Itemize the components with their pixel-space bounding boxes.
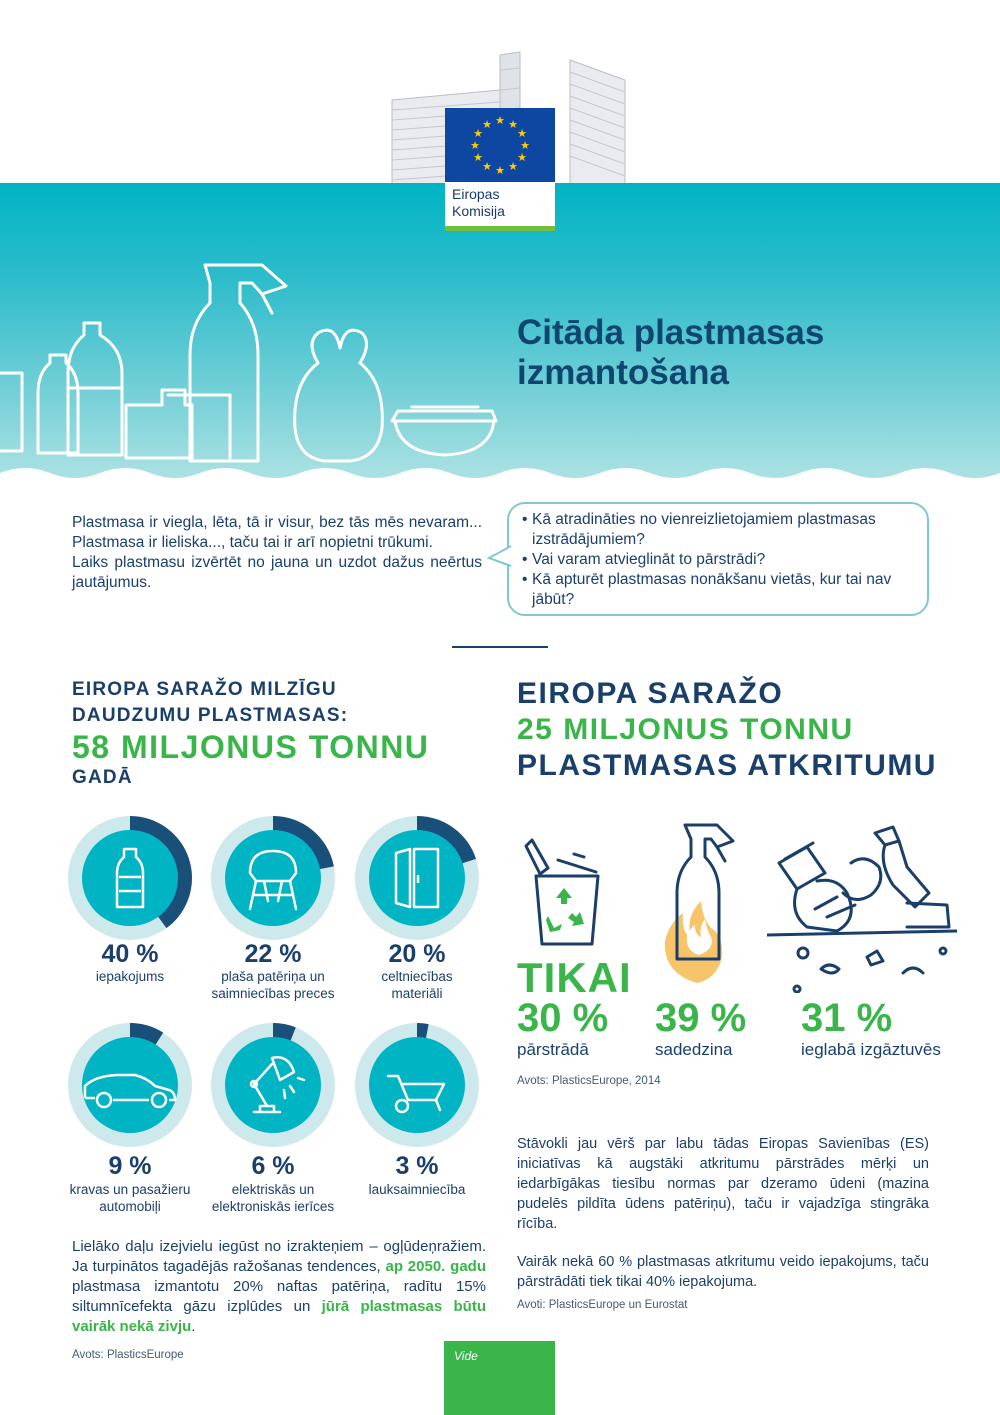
logo-line1: Eiropas: [452, 186, 500, 202]
raw-text-1: Lielāko daļu izejvielu iegūst no izrakteņiem – ogļūdeņražiem. Ja turpinātos tagadējās ražošanas tendences,: [72, 1238, 486, 1275]
stat-pct: 22 %: [244, 940, 302, 968]
svg-text:★: ★: [473, 127, 483, 140]
stat-pct: 20 %: [388, 940, 446, 968]
recycle-bin-icon: [518, 838, 608, 948]
stat-donut-electronics: [208, 1020, 338, 1150]
stat-label: kravas un pasažieru automobiļi: [69, 1182, 191, 1214]
raw-text-highlight: jūrā plastmasas būtu vairāk nekā zivju: [72, 1298, 486, 1335]
svg-text:★: ★: [517, 151, 527, 164]
stat-label: iepakojums: [95, 969, 165, 984]
landfill-icon: [767, 823, 957, 993]
stat-pct: 6 %: [251, 1152, 295, 1180]
stat-donut-construction: [352, 813, 482, 943]
landfill-pct: 31 %: [801, 996, 893, 1040]
stat-label: plaša patēriņa un saimniecības preces: [211, 969, 335, 1001]
svg-text:★: ★: [495, 164, 505, 177]
eu-flag-icon: [445, 108, 555, 182]
stat-donut-vehicles: [65, 1020, 195, 1150]
incinerated-pct: 39 %: [655, 996, 747, 1040]
raw-materials-text: [72, 1237, 486, 1365]
production-heading-line3: GADĀ: [72, 767, 133, 788]
title-line1: Citāda plastmasas: [517, 313, 825, 352]
section-divider: [452, 646, 548, 648]
burning-bottle-icon: [655, 823, 735, 983]
stat-pct: 3 %: [395, 1152, 439, 1180]
eu-commission-logo: [445, 108, 555, 231]
logo-accent-bar: [445, 226, 555, 231]
waste-heading: [517, 676, 977, 784]
svg-text:★: ★: [508, 118, 518, 131]
stat-label: celtniecības materiāli: [381, 969, 453, 1001]
svg-text:★: ★: [470, 139, 480, 152]
svg-text:★: ★: [508, 160, 518, 173]
policy-paragraph-1: Stāvokli jau vērš par labu tādas Eiropas Savienības (ES) iniciatīvas kā augstāki atkritumu pārstrādes mērķi un iedarbīgākas tiesību normas par dzeramo ūdeni (mazina pudelēs pildīta ūdens patēriņu), taču ir vajadzīga stingrāka rīcība.: [517, 1136, 929, 1232]
recycled-label: pārstrādā: [517, 1040, 589, 1059]
svg-text:★: ★: [482, 118, 492, 131]
production-heading: [72, 677, 452, 791]
question-item: • Kā apturēt plastmasas nonākšanu vietās, kur tai nav jābūt?: [522, 570, 927, 610]
stat-donut-consumer-goods: [208, 813, 338, 943]
question-item: • Vai varam atvieglināt to pārstrādi?: [522, 550, 927, 570]
questions-list: [509, 504, 927, 610]
incinerated-label: sadedzina: [655, 1040, 733, 1059]
svg-text:★: ★: [473, 151, 483, 164]
svg-text:★: ★: [520, 139, 530, 152]
waste-heading-line1: EIROPA SARAŽO: [517, 677, 784, 710]
production-amount: 58 MILJONUS TONNU: [72, 729, 430, 765]
policy-paragraph-2: Vairāk nekā 60 % plastmasas atkritumu veido iepakojums, taču pārstrādāti tiek tikai 40% iepakojuma.: [517, 1254, 929, 1290]
footer-category-label: Vide: [454, 1349, 478, 1363]
raw-text-year: ap 2050. gadu: [385, 1258, 486, 1275]
policy-text: [517, 1134, 929, 1315]
waste-source-note: Avots: PlasticsEurope, 2014: [517, 1075, 661, 1087]
policy-source-note: Avoti: PlasticsEurope un Eurostat: [517, 1299, 688, 1311]
stat-label: elektriskās un elektroniskās ierīces: [211, 1182, 335, 1214]
questions-speech-bubble: [507, 502, 929, 616]
stat-label: lauksaimniecība: [368, 1182, 466, 1197]
waste-heading-line2: PLASTMASAS ATKRITUMU: [517, 749, 937, 782]
question-item: • Kā atradināties no vienreizlietojamiem plastmasas izstrādājumiem?: [522, 510, 927, 550]
stat-pct: 9 %: [108, 1152, 152, 1180]
stat-pct: 40 %: [101, 940, 159, 968]
landfill-label: ieglabā izgāztuvēs: [801, 1040, 941, 1059]
stat-donut-packaging: [65, 813, 195, 943]
stat-donut-agriculture: [352, 1020, 482, 1150]
speech-tail-icon: [487, 544, 513, 570]
title-line2: izmantošana: [517, 353, 729, 392]
production-heading-line1: EIROPA SARAŽO MILZĪGU: [72, 679, 337, 700]
raw-text-3: .: [191, 1318, 196, 1335]
svg-text:★: ★: [495, 114, 505, 127]
intro-text: [72, 513, 482, 593]
svg-text:★: ★: [482, 160, 492, 173]
only-label: TIKAI: [517, 954, 632, 1001]
intro-paragraph-1: Plastmasa ir viegla, lēta, tā ir visur, bez tās mēs nevaram... Plastmasa ir lieliska..., taču tai ir arī nopietni trūkumi.: [72, 514, 482, 551]
waste-amount: 25 MILJONUS TONNU: [517, 713, 854, 746]
logo-line2: Komisija: [452, 203, 505, 219]
recycled-pct: 30 %: [517, 996, 609, 1040]
intro-paragraph-2: Laiks plastmasu izvērtēt no jauna un uzdot dažus neērtus jautājumus.: [72, 554, 482, 591]
production-heading-line2: DAUDZUMU PLASTMASAS:: [72, 705, 349, 726]
source-note: Avots: PlasticsEurope: [72, 1349, 184, 1361]
footer-category-tab: [444, 1341, 555, 1415]
raw-text-2: plastmasa izmantotu 20% naftas patēriņa, radītu 15% siltumnīcefekta gāzu izplūdes un: [72, 1278, 486, 1315]
svg-text:★: ★: [517, 127, 527, 140]
page-title: [517, 313, 957, 393]
